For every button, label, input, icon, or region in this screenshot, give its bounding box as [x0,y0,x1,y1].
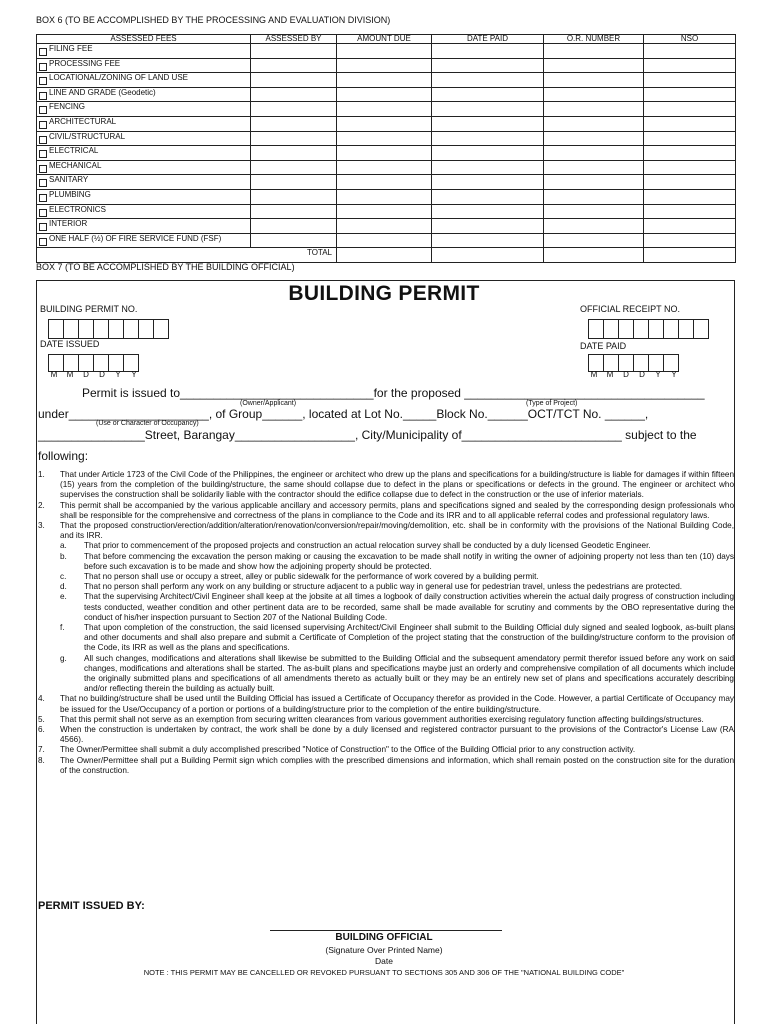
condition-item [60,541,734,551]
condition-text: That the supervising Architect/Civil Engineer shall keep at the jobsite at all times a logbook of daily construction activities wherein the actual daily progress of construction including tests conducted, weather condition and other pertinent data are to be recorded, same shall be made available for scrutiny and comments by the OBO representative during the conduct of his/her inspection pursuant to Section 207 of the National Building Code. [84,592,734,622]
fee-entry-cell[interactable] [337,58,432,73]
fee-entry-cell[interactable] [544,58,644,73]
fee-entry-cell[interactable] [432,58,544,73]
condition-number: 6. [38,725,45,735]
revocation-note: NOTE : THIS PERMIT MAY BE CANCELLED OR REVOKED PURSUANT TO SECTIONS 305 AND 306 OF THE "NATIONAL BUILDING CODE" [143,968,625,977]
fee-entry-cell[interactable] [432,146,544,161]
fee-label: PROCESSING FEE [49,58,121,68]
condition-number: 3. [38,521,45,531]
fee-row [37,116,736,131]
fees-header-row [37,35,736,44]
box6-title: BOX 6 (TO BE ACCOMPLISHED BY THE PROCESSING AND EVALUATION DIVISION) [36,15,391,25]
fee-entry-cell[interactable] [644,44,736,59]
condition-number: d. [60,582,67,592]
fee-name-cell [37,204,251,219]
fee-entry-cell[interactable] [544,204,644,219]
fees-table [36,34,736,263]
fee-label: FENCING [49,102,85,112]
fee-entry-cell[interactable] [337,146,432,161]
date-paid-label: DATE PAID [580,341,627,351]
condition-number: 7. [38,745,45,755]
date-issued-label: DATE ISSUED [40,339,100,349]
condition-text: That under Article 1723 of the Civil Code of the Philippines, the engineer or architect who drew up the plans and specifications for a building/structure is liable for damages if within fifteen (15) years from the completion of the building/structure, the same should collapse due to defect in the plans or specifications or defects in the ground. The engineer or architect who supervises the construction shall be solidarily liable with the contractor should the edifice collapse due to defect in the construction or the use of inferior materials. [60,470,734,500]
permit-line-1[interactable]: Permit is issued to_____________________________for the proposed ____________________________________ [82,386,705,400]
fee-entry-cell[interactable] [251,102,337,117]
fee-entry-cell[interactable] [337,160,432,175]
fee-entry-cell[interactable] [544,87,644,102]
conditions-list [38,470,734,776]
fee-checkbox[interactable] [39,223,47,231]
fee-entry-cell[interactable] [432,175,544,190]
caption-project: (Type of Project) [526,400,578,407]
fee-label: ELECTRONICS [49,204,106,214]
condition-item [60,572,734,582]
fee-label: ARCHITECTURAL [49,116,117,126]
condition-text: The Owner/Permittee shall submit a duly accomplished prescribed "Notice of Construction" to the Office of the Building Official prior to any construction activity. [60,745,636,755]
condition-item [38,501,734,521]
fee-entry-cell[interactable] [432,189,544,204]
fee-label: INTERIOR [49,219,88,229]
fee-checkbox[interactable] [39,92,47,100]
fee-entry-cell[interactable] [251,131,337,146]
fee-entry-cell[interactable] [432,219,544,234]
fee-entry-cell[interactable] [432,233,544,248]
fee-row [37,160,736,175]
fee-name-cell [37,189,251,204]
total-label: TOTAL [37,248,337,263]
fee-name-cell [37,175,251,190]
fee-entry-cell[interactable] [432,44,544,59]
fee-entry-cell[interactable] [251,44,337,59]
condition-text: That no building/structure shall be used until the Building Official has issued a Certificate of Occupancy therefor as provided in the Code. However, a partial Certificate of Occupancy may be issued for the Use/Occupancy of a portion or portions of a building/structure prior to the completion of the entire building/structure. [60,694,734,714]
permit-issued-by: PERMIT ISSUED BY: [38,900,145,912]
fee-entry-cell[interactable] [644,146,736,161]
fee-entry-cell[interactable] [644,116,736,131]
fee-row [37,219,736,234]
fee-entry-cell[interactable] [432,102,544,117]
total-entry-cell[interactable] [337,248,432,263]
fee-row [37,102,736,117]
fee-row [37,146,736,161]
condition-item [38,725,734,745]
condition-text: That upon completion of the construction, the said licensed supervising Architect/Civil Engineer shall submit to the Building Official duly signed and sealed logbook, as-built plans and other documents and shall also prepare and submit a Certificate of Completion of the project stating that the construction of the building/structure conform to the provision of the Code, its IRR as well as the plans and specifications. [84,623,734,653]
fee-label: FILING FEE [49,44,93,53]
condition-item [38,694,734,714]
fee-entry-cell[interactable] [644,102,736,117]
fee-entry-cell[interactable] [337,175,432,190]
fee-entry-cell[interactable] [251,160,337,175]
fee-entry-cell[interactable] [251,189,337,204]
fee-entry-cell[interactable] [544,116,644,131]
fee-entry-cell[interactable] [337,204,432,219]
fee-entry-cell[interactable] [432,131,544,146]
permit-line-4: following: [38,449,89,463]
fee-entry-cell[interactable] [432,87,544,102]
condition-number: 1. [38,470,45,479]
receipt-no-boxes[interactable] [588,319,708,339]
fee-entry-cell[interactable] [251,204,337,219]
condition-text: That no person shall perform any work on any building or structure adjacent to a public way in general use for pedestrian travel, unless the pedestrians are protected. [84,582,683,592]
fee-entry-cell[interactable] [337,116,432,131]
condition-number: 4. [38,694,45,704]
fee-entry-cell[interactable] [432,73,544,88]
fee-entry-cell[interactable] [644,58,736,73]
permit-no-boxes[interactable] [48,319,168,339]
condition-number: b. [60,551,67,561]
total-entry-cell[interactable] [644,248,736,263]
permit-line-3[interactable]: ________________Street, Barangay__________________, City/Municipality of________________________ subject to the [38,428,697,442]
fee-label: ONE HALF (½) OF FIRE SERVICE FUND (FSF) [49,233,222,243]
fee-checkbox[interactable] [39,179,47,187]
condition-text: That this permit shall not serve as an exemption from securing written clearances from various government authorities exercising regulatory function affecting buildings/structures. [60,714,704,724]
fee-row [37,233,736,248]
fee-name-cell [37,44,251,59]
fee-name-cell [37,233,251,248]
fee-name-cell [37,116,251,131]
box7-title: BOX 7 (TO BE ACCOMPLISHED BY THE BUILDING OFFICIAL) [36,262,295,272]
fee-entry-cell[interactable] [644,175,736,190]
fee-label: ELECTRICAL [49,146,99,156]
permit-no-label: BUILDING PERMIT NO. [40,304,138,314]
header-nso: NSO [644,35,736,44]
total-row [37,248,736,263]
fee-name-cell [37,146,251,161]
fee-entry-cell[interactable] [251,219,337,234]
fee-entry-cell[interactable] [337,102,432,117]
fee-entry-cell[interactable] [432,204,544,219]
condition-text: That no person shall use or occupy a street, alley or public sidewalk for the performance of work covered by a building permit. [84,572,539,582]
fee-checkbox[interactable] [39,165,47,173]
fee-entry-cell[interactable] [544,175,644,190]
fee-row [37,44,736,59]
fee-row [37,204,736,219]
fee-entry-cell[interactable] [644,204,736,219]
fee-entry-cell[interactable] [251,58,337,73]
signature-line[interactable] [270,930,502,931]
condition-text: That before commencing the excavation the person making or causing the excavation to be made shall notify in writing the owner of adjoining property not less than ten (10) days before such excavation is to be made and show how the adjoining property should be protected. [84,551,734,571]
fee-entry-cell[interactable] [251,175,337,190]
condition-text: This permit shall be accompanied by the various applicable ancillary and accessory permits, plans and specifications signed and sealed by the corresponding design professionals who shall be responsible for the comprehensive and correctness of the plans in compliance to the Code and its IRR and to all applicable referral codes and professional regulatory laws. [60,500,734,520]
fee-entry-cell[interactable] [251,146,337,161]
fee-name-cell [37,160,251,175]
condition-item [38,756,734,776]
condition-text: That prior to commencement of the proposed projects and construction an actual relocation survey shall be conducted by a duly licensed Geodetic Engineer. [84,541,651,551]
header-assessed-fees: ASSESSED FEES [37,35,251,44]
condition-number: f. [60,623,65,633]
date-issued-format: M M D D Y Y [50,370,137,379]
fee-row [37,73,736,88]
permit-line-2[interactable]: under_____________________, of Group______, located at Lot No._____Block No.______OCT/TCT No. ______, [38,407,649,421]
fee-entry-cell[interactable] [251,116,337,131]
caption-use: (Use or Character of Occupancy) [96,420,199,427]
fee-entry-cell[interactable] [337,233,432,248]
condition-item [60,623,734,654]
fee-label: LINE AND GRADE (Geodetic) [49,87,156,97]
fee-label: CIVIL/STRUCTURAL [49,131,126,141]
fee-entry-cell[interactable] [644,87,736,102]
fee-entry-cell[interactable] [544,189,644,204]
fee-entry-cell[interactable] [337,219,432,234]
fee-entry-cell[interactable] [544,219,644,234]
fee-entry-cell[interactable] [644,219,736,234]
condition-item [38,521,734,541]
permit-title: BUILDING PERMIT [288,282,480,305]
fee-entry-cell[interactable] [544,44,644,59]
caption-owner: (Owner/Applicant) [240,400,297,407]
condition-text: When the construction is undertaken by contract, the work shall be done by a duly licensed and registered contractor pursuant to the provisions of the Contractor's License Law (RA 4566). [60,725,734,745]
fee-entry-cell[interactable] [251,73,337,88]
fee-name-cell [37,102,251,117]
fee-name-cell [37,219,251,234]
condition-number: e. [60,592,67,602]
fee-checkbox[interactable] [39,48,47,56]
header-date-paid: DATE PAID [432,35,544,44]
condition-text: The Owner/Permittee shall put a Building Permit sign which complies with the prescribed dimensions and information, which shall remain posted on the construction site for the duration of the construction. [60,755,734,775]
header-or-number: O.R. NUMBER [544,35,644,44]
condition-item [38,715,734,725]
fee-row [37,58,736,73]
fee-name-cell [37,58,251,73]
condition-text: That the proposed construction/erection/addition/alteration/renovation/conversion/repair/moving/demolition, etc. shall be in conformity with the provisions of the National Building Code, and its IRR. [60,521,734,541]
fee-entry-cell[interactable] [251,233,337,248]
fee-row [37,189,736,204]
fee-row [37,87,736,102]
condition-item [38,745,734,755]
fee-name-cell [37,131,251,146]
fee-label: LOCATIONAL/ZONING OF LAND USE [49,73,188,83]
fee-label: PLUMBING [49,189,91,199]
condition-number: a. [60,541,67,551]
fee-checkbox[interactable] [39,136,47,144]
condition-number: 2. [38,500,45,510]
fee-entry-cell[interactable] [251,87,337,102]
fee-checkbox[interactable] [39,77,47,85]
fee-entry-cell[interactable] [544,73,644,88]
fee-checkbox[interactable] [39,238,47,246]
date-caption: Date [375,956,393,966]
total-entry-cell[interactable] [544,248,644,263]
fee-name-cell [37,87,251,102]
fee-entry-cell[interactable] [644,131,736,146]
fee-entry-cell[interactable] [432,116,544,131]
fee-entry-cell[interactable] [337,189,432,204]
fee-checkbox[interactable] [39,121,47,129]
fee-entry-cell[interactable] [644,189,736,204]
building-official-title: BUILDING OFFICIAL [335,932,433,943]
fee-entry-cell[interactable] [544,160,644,175]
fee-entry-cell[interactable] [644,233,736,248]
fee-label: MECHANICAL [49,160,102,170]
condition-number: c. [60,572,67,582]
fee-entry-cell[interactable] [544,146,644,161]
total-entry-cell[interactable] [432,248,544,263]
fee-checkbox[interactable] [39,194,47,202]
condition-item [38,470,734,501]
fee-row [37,175,736,190]
fee-entry-cell[interactable] [644,73,736,88]
fee-entry-cell[interactable] [544,131,644,146]
condition-item [60,552,734,572]
condition-item [60,592,734,623]
fee-label: SANITARY [49,175,89,185]
fee-checkbox[interactable] [39,150,47,158]
date-paid-format: M M D D Y Y [590,370,677,379]
fee-entry-cell[interactable] [337,73,432,88]
fee-entry-cell[interactable] [337,44,432,59]
header-amount-due: AMOUNT DUE [337,35,432,44]
fee-checkbox[interactable] [39,63,47,71]
receipt-no-label: OFFICIAL RECEIPT NO. [580,304,681,314]
condition-item [60,582,734,592]
fee-entry-cell[interactable] [644,160,736,175]
fee-row [37,131,736,146]
fee-entry-cell[interactable] [544,233,644,248]
fee-entry-cell[interactable] [337,87,432,102]
fee-checkbox[interactable] [39,209,47,217]
condition-item [60,654,734,695]
header-assessed-by: ASSESSED BY [251,35,337,44]
fee-checkbox[interactable] [39,106,47,114]
fee-entry-cell[interactable] [337,131,432,146]
condition-number: g. [60,653,67,663]
fee-name-cell [37,73,251,88]
fee-entry-cell[interactable] [432,160,544,175]
condition-text: All such changes, modifications and alterations shall likewise be submitted to the Building Official and the subsequent amendatory permit therefor issued before any work on said changes, modifications and alterations shall be started. The as-built plans and specifications maybe just an orderly and comprehensive compilation of all documents which include the originally submitted plans and specifications of all amendments thereto as actually built or they may be an entirely new set of plans and specifications accurately describing and/or reflecting therein the building as actually built. [84,653,734,694]
signature-caption: (Signature Over Printed Name) [325,945,443,955]
condition-number: 5. [38,714,45,724]
fee-entry-cell[interactable] [544,102,644,117]
condition-number: 8. [38,755,45,765]
